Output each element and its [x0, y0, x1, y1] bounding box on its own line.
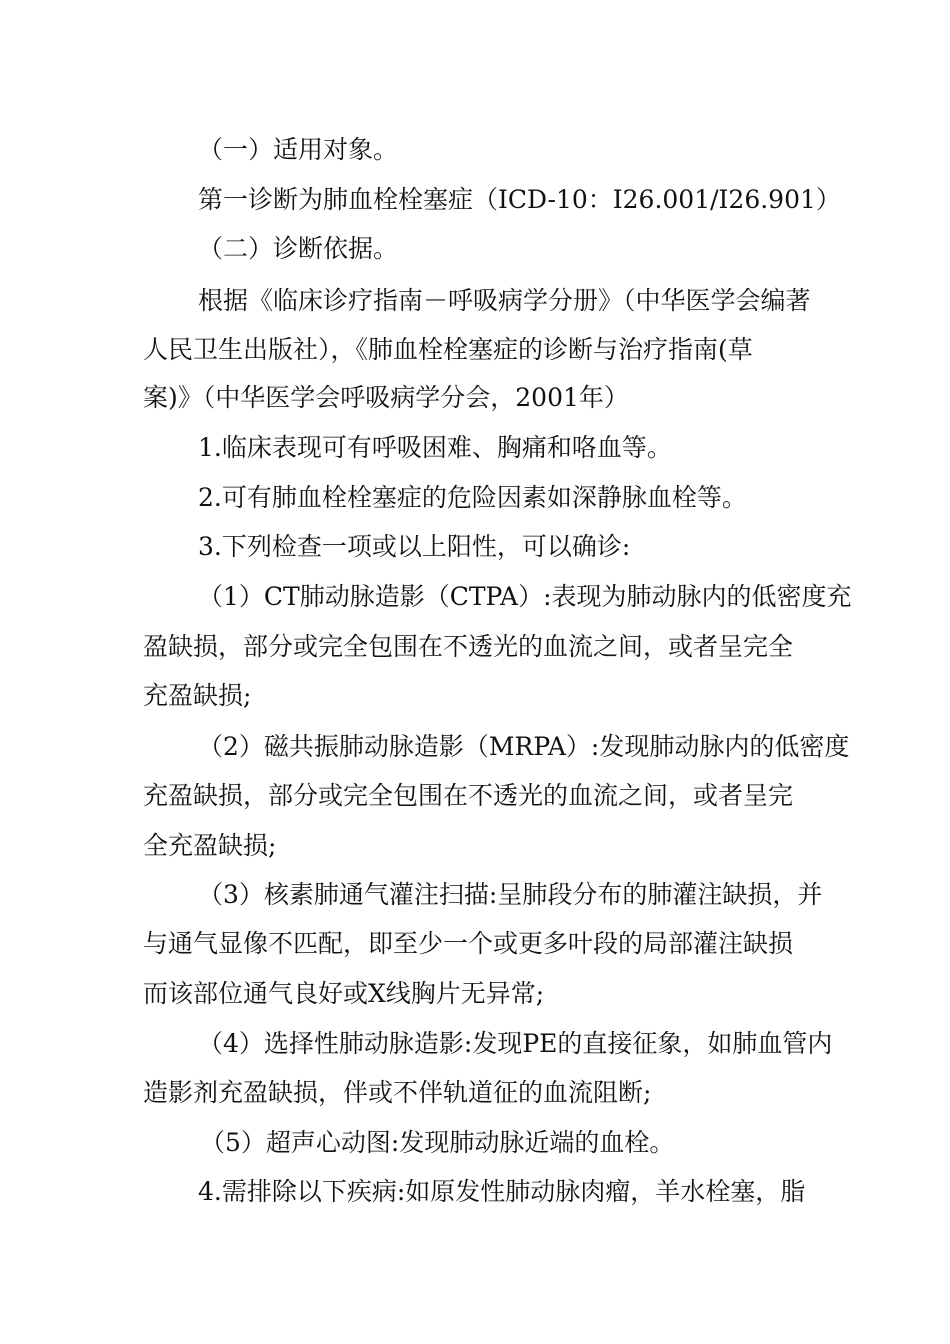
- criterion-4: 4.需排除以下疾病:如原发性肺动脉肉瘤，羊水栓塞，脂: [198, 1177, 806, 1206]
- exam-1-line-1: （1）CT肺动脉造影（CTPA）:表现为肺动脉内的低密度充: [198, 582, 852, 611]
- section-heading-applicable-objects: （一）适用对象。: [198, 135, 399, 164]
- basis-line-1: 根据《临床诊疗指南－呼吸病学分册》（中华医学会编著: [198, 286, 811, 315]
- first-diagnosis-text: 第一诊断为肺血栓栓塞症（ICD-10：I26.001/I26.901）: [198, 185, 841, 214]
- exam-1-line-3: 充盈缺损;: [143, 681, 252, 710]
- exam-2-line-3: 全充盈缺损;: [143, 831, 277, 860]
- exam-1-line-2: 盈缺损，部分或完全包围在不透光的血流之间，或者呈完全: [143, 632, 794, 661]
- criterion-3: 3.下列检查一项或以上阳性，可以确诊:: [198, 532, 631, 561]
- exam-3-line-3: 而该部位通气良好或X线胸片无异常;: [143, 979, 545, 1008]
- exam-5: （5）超声心动图:发现肺动脉近端的血栓。: [200, 1128, 675, 1157]
- exam-4-line-1: （4）选择性肺动脉造影:发现PE的直接征象，如肺血管内: [198, 1029, 833, 1058]
- exam-2-line-2: 充盈缺损，部分或完全包围在不透光的血流之间，或者呈完: [143, 781, 794, 810]
- exam-3-line-2: 与通气显像不匹配，即至少一个或更多叶段的局部灌注缺损: [143, 929, 794, 958]
- section-heading-diagnosis-basis: （二）诊断依据。: [198, 234, 399, 263]
- criterion-2: 2.可有肺血栓栓塞症的危险因素如深静脉血栓等。: [198, 483, 747, 512]
- exam-3-line-1: （3）核素肺通气灌注扫描:呈肺段分布的肺灌注缺损，并: [198, 880, 823, 909]
- basis-line-2: 人民卫生出版社），《肺血栓栓塞症的诊断与治疗指南(草: [143, 335, 753, 364]
- criterion-1: 1.临床表现可有呼吸困难、胸痛和咯血等。: [198, 433, 672, 462]
- basis-line-3: 案)》（中华医学会呼吸病学分会，2001年）: [143, 383, 629, 412]
- exam-4-line-2: 造影剂充盈缺损，伴或不伴轨道征的血流阻断;: [143, 1078, 652, 1107]
- exam-2-line-1: （2）磁共振肺动脉造影（MRPA）:发现肺动脉内的低密度: [198, 732, 850, 761]
